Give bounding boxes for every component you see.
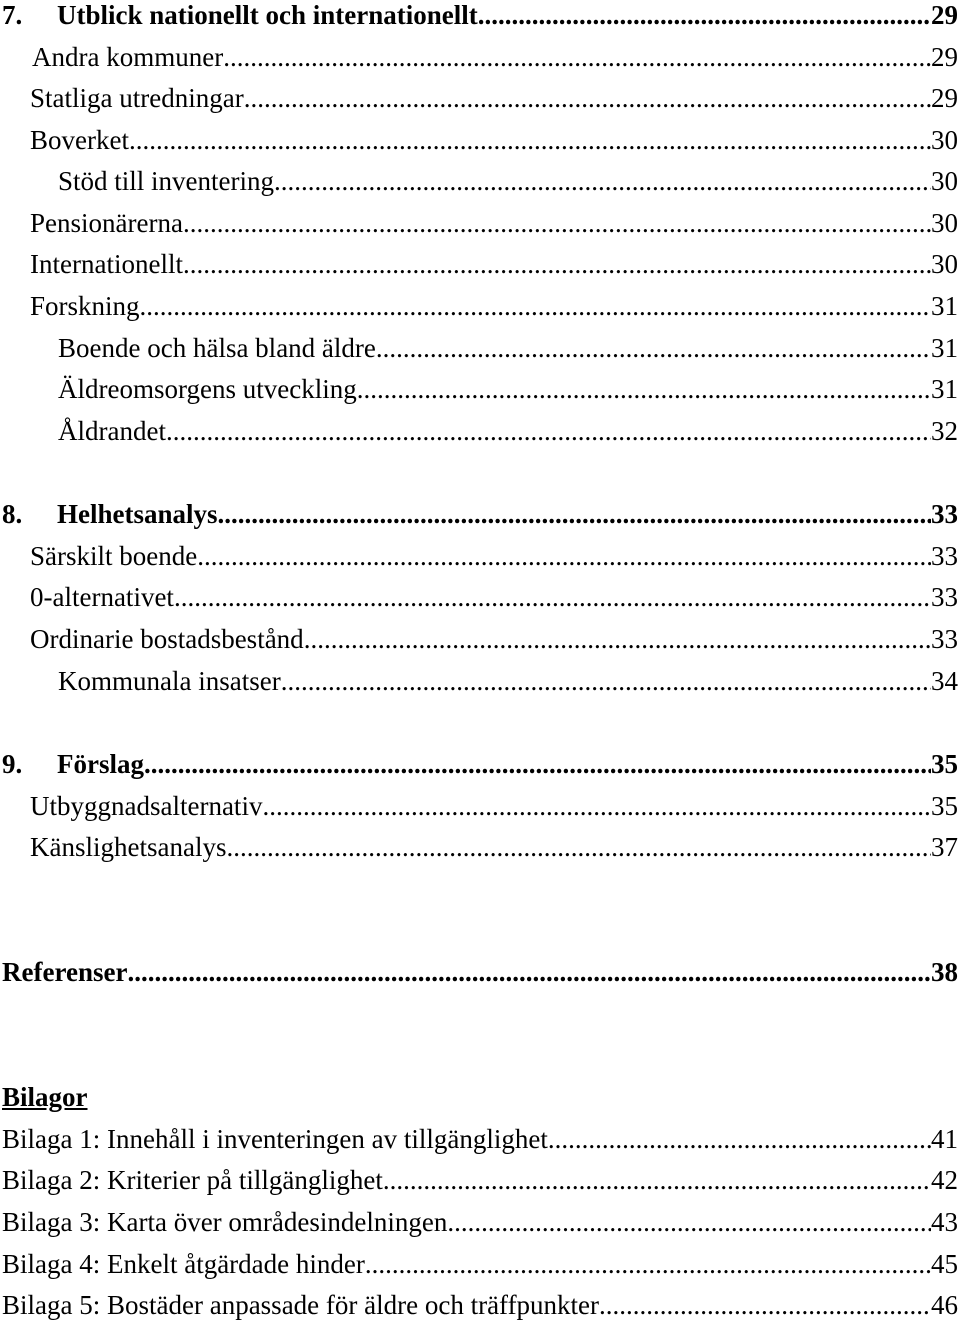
toc-label: Utbyggnadsalternativ [30,791,263,821]
dot-leader [274,161,931,201]
toc-entry[interactable] [0,619,960,659]
toc-appendix[interactable] [0,1202,960,1242]
toc-entry[interactable] [0,120,960,160]
page-number: 38 [931,957,958,987]
toc-label: Ordinarie bostadsbestånd [30,624,304,654]
dot-leader [357,369,931,409]
toc-label: Statliga utredningar [30,83,244,113]
toc-label: Forskning [30,291,140,321]
toc-label: Bilaga 2: Kriterier på tillgänglighet [2,1165,383,1195]
dot-leader [304,619,931,659]
page-number: 29 [931,83,958,113]
toc-entry[interactable] [0,411,960,451]
page-number: 30 [931,125,958,155]
dot-leader [226,827,931,867]
toc-entry[interactable] [0,244,960,284]
toc-label: Boende och hälsa bland äldre [58,333,376,363]
toc-entry[interactable] [0,536,960,576]
toc-entry[interactable] [0,328,960,368]
toc-label: Referenser [2,957,128,987]
toc-label: Bilaga 1: Innehåll i inventeringen av tillgänglighet [2,1124,548,1154]
chapter-number: 8. [2,499,23,529]
toc-label: Utblick nationellt och internationellt [57,0,478,30]
dot-leader [376,328,931,368]
toc-appendix[interactable] [0,1119,960,1159]
toc-label: 0-alternativet [30,582,174,612]
toc-label: Pensionärerna [30,208,183,238]
dot-leader [140,286,931,326]
toc-label: Känslighetsanalys [30,832,227,862]
dot-leader [599,1285,931,1325]
dot-leader [197,536,931,576]
page-number: 30 [931,208,958,238]
dot-leader [383,1160,931,1200]
toc-entry[interactable] [0,827,960,867]
dot-leader [548,1119,931,1159]
page-number: 29 [931,0,958,30]
page-number: 41 [931,1124,958,1154]
toc-entry[interactable] [0,203,960,243]
toc-label: Särskilt boende [30,541,198,571]
dot-leader [447,1202,931,1242]
dot-leader [183,244,931,284]
page-number: 45 [931,1249,958,1279]
page-number: 31 [931,333,958,363]
toc-entry[interactable] [0,37,960,77]
page-number: 31 [931,374,958,404]
dot-leader [166,411,931,451]
toc-label: Bilaga 4: Enkelt åtgärdade hinder [2,1249,365,1279]
page-number: 35 [931,791,958,821]
toc-label: Kommunala insatser [58,666,281,696]
toc-appendix[interactable] [0,1244,960,1284]
dot-leader [174,577,931,617]
page-number: 30 [931,249,958,279]
toc-label: Bilaga 3: Karta över områdesindelningen [2,1207,448,1237]
page-number: 29 [931,42,958,72]
dot-leader [127,952,931,992]
dot-leader [144,744,931,784]
page-number: 42 [931,1165,958,1195]
toc-appendix[interactable] [0,1160,960,1200]
toc-chapter-7[interactable] [0,0,960,35]
dot-leader [129,120,931,160]
toc-appendix[interactable] [0,1285,960,1325]
dot-leader [218,494,931,534]
toc-entry[interactable] [0,286,960,326]
page-number: 33 [931,582,958,612]
page-number: 33 [931,624,958,654]
dot-leader [183,203,931,243]
page-number: 33 [931,499,958,529]
dot-leader [281,661,931,701]
toc-entry[interactable] [0,161,960,201]
page-number: 33 [931,541,958,571]
page-number: 32 [931,416,958,446]
toc-label: Bilaga 5: Bostäder anpassade för äldre och träffpunkter [2,1290,600,1320]
page-number: 31 [931,291,958,321]
toc-label: Boverket [30,125,129,155]
toc-label: Stöd till inventering [58,166,274,196]
page-number: 46 [931,1290,958,1320]
chapter-number: 7. [2,0,23,30]
toc-chapter-8[interactable] [0,494,960,534]
toc-entry[interactable] [0,78,960,118]
chapter-number: 9. [2,749,23,779]
toc-entry[interactable] [0,369,960,409]
toc-entry[interactable] [0,786,960,826]
dot-leader [365,1244,931,1284]
toc-label: Internationellt [30,249,183,279]
dot-leader [223,37,931,77]
page-number: 35 [931,749,958,779]
page-number: 43 [931,1207,958,1237]
toc-entry[interactable] [0,661,960,701]
toc-label: Åldrandet [58,416,166,446]
page-number: 34 [931,666,958,696]
bilagor-heading: Bilagor [2,1082,88,1112]
dot-leader [244,78,931,118]
toc-label: Andra kommuner [32,42,224,72]
dot-leader [478,0,931,35]
page-number: 37 [931,832,958,862]
toc-chapter-9[interactable] [0,744,960,784]
toc-referenser[interactable] [0,952,960,992]
page-number: 30 [931,166,958,196]
toc-entry[interactable] [0,577,960,617]
toc-label: Äldreomsorgens utveckling [58,374,357,404]
dot-leader [262,786,931,826]
toc-label: Helhetsanalys [57,499,218,529]
toc-label: Förslag [57,749,144,779]
